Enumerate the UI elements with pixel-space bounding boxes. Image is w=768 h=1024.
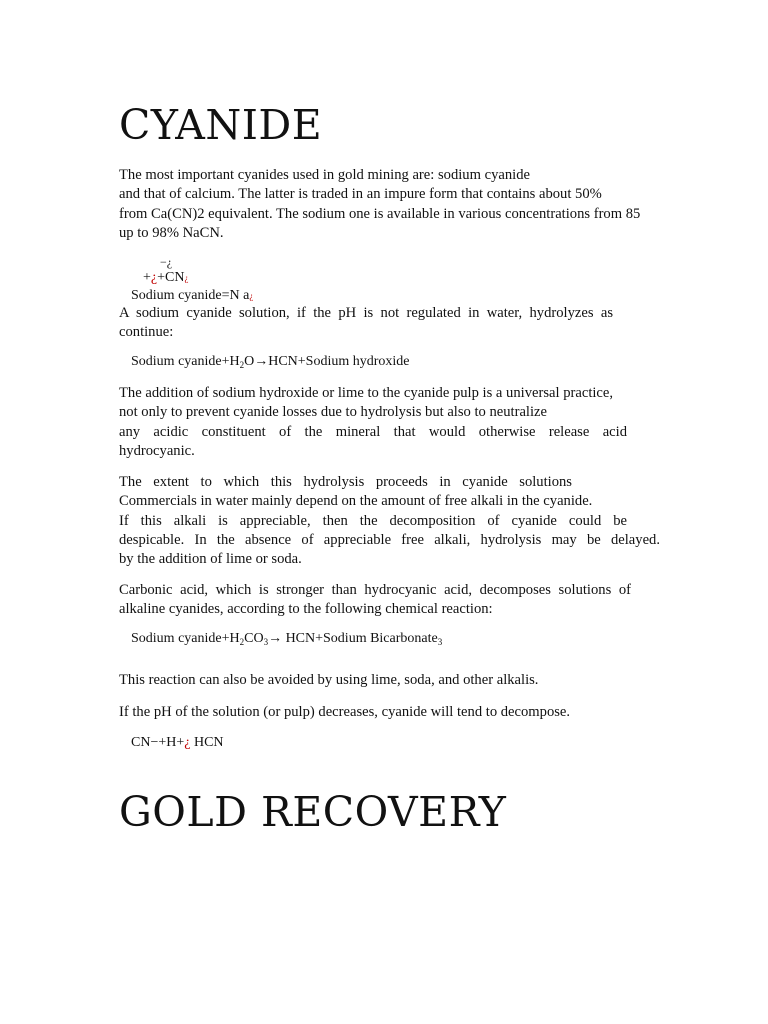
extent-line: despicable. In the absence of appreciable free alkali, hydrolysis may be delayed. — [119, 531, 660, 548]
ph-paragraph — [119, 703, 661, 722]
addition-line: not only to prevent cyanide losses due to hydrolysis but also to neutralize — [119, 404, 548, 421]
eq1-part: O→HCN+Sodium hydroxide — [244, 354, 410, 369]
carbonic-equation — [131, 631, 442, 647]
ph-line: If the pH of the solution (or pulp) decreases, cyanide will tend to decompose. — [119, 704, 571, 720]
formula-marker: ¿ — [184, 273, 189, 283]
carbonic-paragraph — [119, 581, 631, 620]
hydrolysis-equation — [131, 354, 410, 370]
formula-plus: + — [143, 270, 151, 285]
formula-marker: ¿ — [150, 270, 158, 285]
addition-line: any acidic constituent of the mineral that would otherwise release acid — [119, 423, 627, 440]
formula-cn: +CN — [157, 270, 185, 285]
hydrolysis-paragraph — [119, 304, 613, 343]
avoid-paragraph — [119, 671, 661, 690]
avoid-line: This reaction can also be avoided by using lime, soda, and other alkalis. — [119, 672, 539, 688]
formula-marker: ¿ — [249, 291, 254, 301]
eq2-part: Sodium cyanide+H — [131, 631, 240, 646]
addition-line: The addition of sodium hydroxide or lime to the cyanide pulp is a universal practice, — [119, 385, 614, 401]
formula-minus-marker: −¿ — [160, 255, 173, 269]
extent-paragraph — [119, 473, 660, 569]
eq3-marker: ¿ — [184, 735, 191, 750]
intro-paragraph — [119, 166, 661, 243]
hydrolysis-line: continue: — [119, 324, 174, 341]
intro-line: from Ca(CN)2 equivalent. The sodium one is available in various concentrations from 85 — [119, 205, 641, 222]
formula-name-line — [131, 288, 253, 304]
eq2-subscript: 3 — [263, 637, 269, 647]
carbonic-line: Carbonic acid, which is stronger than hydrocyanic acid, decomposes solutions of — [119, 582, 631, 598]
carbonic-line: alkaline cyanides, according to the following chemical reaction: — [119, 601, 493, 618]
extent-line: Commercials in water mainly depend on the amount of free alkali in the cyanide. — [119, 493, 593, 510]
eq1-subscript: 2 — [239, 360, 245, 370]
addition-line: hydrocyanic. — [119, 442, 195, 459]
eq2-part: → HCN+Sodium Bicarbonate — [268, 631, 438, 646]
eq3-part: CN−+H+ — [131, 735, 185, 750]
formula-ion-line — [143, 270, 188, 286]
extent-line: by the addition of lime or soda. — [119, 551, 302, 568]
eq1-part: Sodium cyanide+H — [131, 354, 240, 369]
extent-line: The extent to which this hydrolysis proceeds in cyanide solutions — [119, 474, 572, 490]
intro-line: up to 98% NaCN. — [119, 224, 224, 241]
heading-gold-recovery: GOLD RECOVERY — [119, 788, 507, 836]
heading-cyanide: CYANIDE — [119, 101, 323, 149]
intro-line: and that of calcium. The latter is traded in an impure form that contains about 50% — [119, 186, 602, 203]
eq2-subscript: 3 — [437, 637, 443, 647]
extent-line: If this alkali is appreciable, then the decomposition of cyanide could be — [119, 512, 627, 529]
addition-paragraph — [119, 384, 627, 461]
eq2-subscript: 2 — [239, 637, 245, 647]
formula-name: Sodium cyanide=N a — [131, 288, 250, 303]
eq2-part: CO — [244, 631, 264, 646]
intro-line: The most important cyanides used in gold mining are: sodium cyanide — [119, 167, 530, 183]
cn-equation — [131, 735, 224, 751]
eq3-part: HCN — [190, 735, 224, 750]
hydrolysis-line: A sodium cyanide solution, if the pH is not regulated in water, hydrolyzes as — [119, 305, 613, 321]
